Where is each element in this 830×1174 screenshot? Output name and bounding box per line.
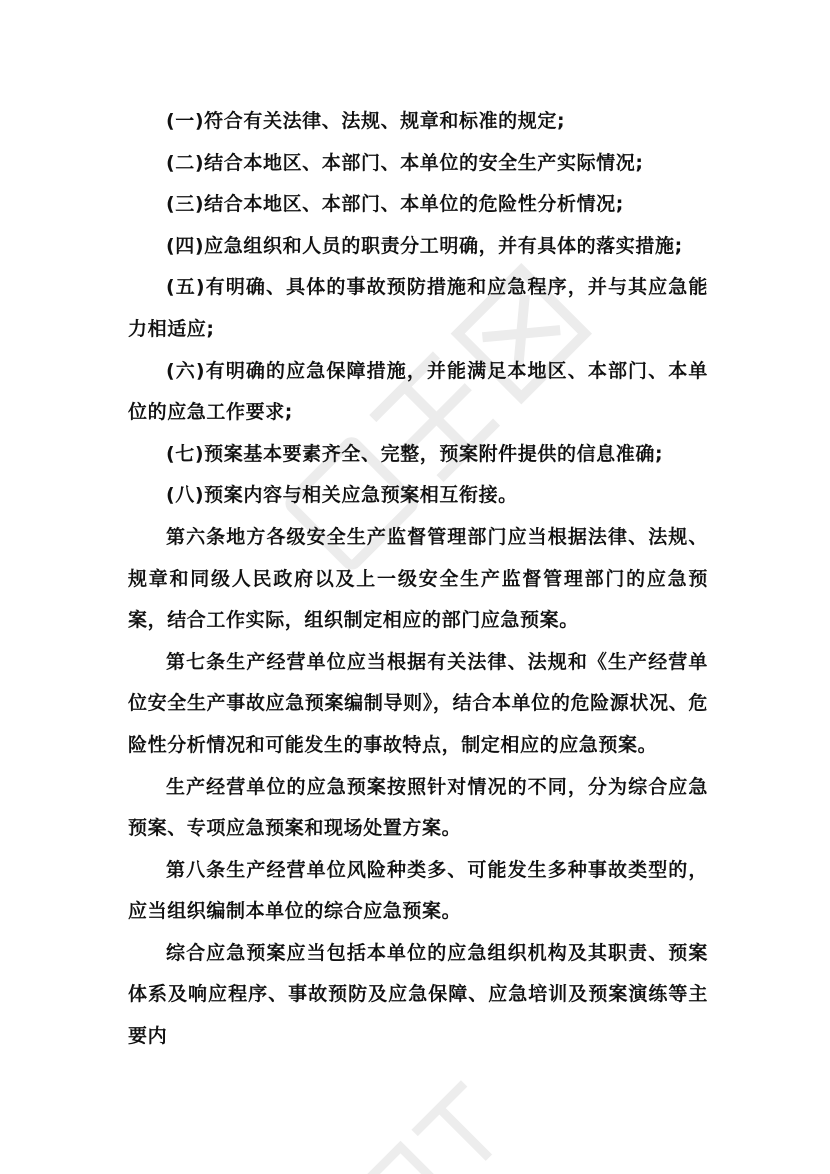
clause-1: (一)符合有关法律、法规、规章和标准的规定; [166, 110, 566, 132]
article-8-paragraph-2: 综合应急预案应当包括本单位的应急组织机构及其职责、预案体系及响应程序、事故预防及应急保障、应急培训及预案演练等主要内 [128, 941, 708, 1048]
clause-4: (四)应急组织和人员的职责分工明确，并有具体的落实措施; [166, 234, 683, 257]
clause-5: (五)有明确、具体的事故预防措施和应急程序，并与其应急能力相适应; [128, 276, 708, 340]
clause-6: (六)有明确的应急保障措施，并能满足本地区、本部门、本单位的应急工作要求; [128, 359, 708, 424]
watermark-bottom [300, 1040, 600, 1174]
clause-3: (三)结合本地区、本部门、本单位的危险性分析情况; [166, 193, 624, 216]
clause-8: (八)预案内容与相关应急预案相互衔接。 [166, 484, 518, 507]
article-6: 第六条地方各级安全生产监督管理部门应当根据法律、法规、规章和同级人民政府以及上一级安全生产监督管理部门的应急预案，结合工作实际，组织制定相应的部门应急预案。 [128, 525, 708, 632]
watermark-bottom-graphic [300, 1040, 600, 1174]
clause-7: (七)预案基本要素齐全、完整，预案附件提供的信息准确; [166, 442, 664, 465]
clause-2: (二)结合本地区、本部门、本单位的安全生产实际情况; [166, 151, 644, 174]
article-7: 第七条生产经营单位应当根据有关法律、法规和《生产经营单位安全生产事故应急预案编制导则》，结合本单位的危险源状况、危险性分析情况和可能发生的事故特点，制定相应的应急预案。 [128, 650, 708, 756]
article-7-paragraph-2: 生产经营单位的应急预案按照针对情况的不同，分为综合应急预案、专项应急预案和现场处置方案。 [128, 775, 708, 840]
article-8: 第八条生产经营单位风险种类多、可能发生多种事故类型的，应当组织编制本单位的综合应急预案。 [128, 858, 708, 923]
document-body [128, 101, 708, 1058]
